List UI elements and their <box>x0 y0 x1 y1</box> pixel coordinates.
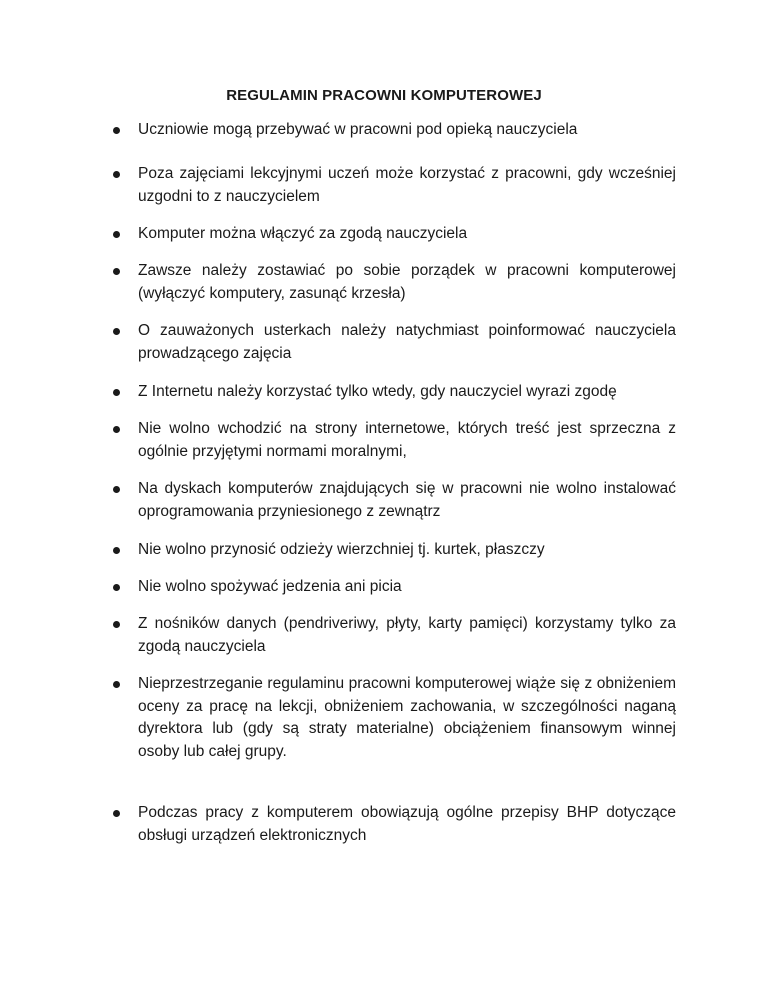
bullet-icon <box>113 426 120 433</box>
bullet-icon <box>113 268 120 275</box>
bullet-icon <box>113 486 120 493</box>
bullet-icon <box>113 328 120 335</box>
rule-text: Podczas pracy z komputerem obowiązują ogólne przepisy BHP dotyczące obsługi urządzeń elektronicznych <box>138 804 676 844</box>
rule-text: O zauważonych usterkach należy natychmiast poinformować nauczyciela prowadzącego zajęcia <box>138 322 676 362</box>
rule-text: Komputer można włączyć za zgodą nauczyciela <box>138 225 468 242</box>
bullet-icon <box>113 389 120 396</box>
rule-text: Uczniowie mogą przebywać w pracowni pod opieką nauczyciela <box>138 121 578 138</box>
rule-text: Nie wolno spożywać jedzenia ani picia <box>138 578 402 595</box>
rule-text: Nieprzestrzeganie regulaminu pracowni komputerowej wiąże się z obniżeniem oceny za pracę na lekcji, obniżeniem zachowania, w szczególności naganą dyrektora lub (gdy są straty materialne) obciążeniem finansowym winnej osoby lub całej grupy. <box>138 675 676 760</box>
rule-text: Z Internetu należy korzystać tylko wtedy, gdy nauczyciel wyrazi zgodę <box>138 383 617 400</box>
rule-text: Z nośników danych (pendriveriwy, płyty, karty pamięci) korzystamy tylko za zgodą nauczyciela <box>138 615 676 655</box>
rule-text: Zawsze należy zostawiać po sobie porządek w pracowni komputerowej (wyłączyć komputery, zasunąć krzesła) <box>138 262 676 302</box>
bullet-icon <box>113 547 120 554</box>
rule-text: Nie wolno przynosić odzieży wierzchniej tj. kurtek, płaszczy <box>138 541 545 558</box>
bullet-icon <box>113 621 120 628</box>
bullet-icon <box>113 810 120 817</box>
rule-text: Poza zajęciami lekcyjnymi uczeń może korzystać z pracowni, gdy wcześniej uzgodni to z nauczycielem <box>138 165 676 205</box>
bullet-icon <box>113 127 120 134</box>
bullet-icon <box>113 584 120 591</box>
bullet-icon <box>113 681 120 688</box>
rule-text: Nie wolno wchodzić na strony internetowe, których treść jest sprzeczna z ogólnie przyjętymi normami moralnymi, <box>138 420 676 460</box>
document-title: REGULAMIN PRACOWNI KOMPUTEROWEJ <box>226 87 542 104</box>
bullet-icon <box>113 171 120 178</box>
bullet-icon <box>113 231 120 238</box>
rule-text: Na dyskach komputerów znajdujących się w pracowni nie wolno instalować oprogramowania przyniesionego z zewnątrz <box>138 480 676 520</box>
